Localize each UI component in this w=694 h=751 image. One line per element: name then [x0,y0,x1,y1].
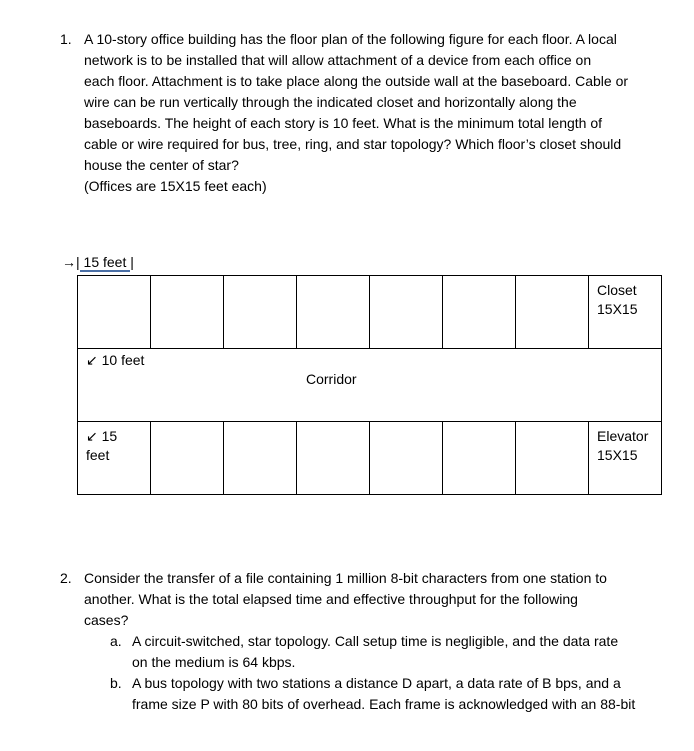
scale-arrow: →| [62,254,80,270]
scale-label: 15 feet [79,254,131,270]
closet-label: Closet 15X15 [597,282,638,317]
question-1-line: A 10-story office building has the floor plan of the following figure for each floor. A local [84,31,617,47]
question-1-text [84,29,628,197]
question-1-line: house the center of star? [84,157,239,173]
scale-end: | [130,254,134,270]
office-depth-label: ↙ 15 feet [86,428,118,463]
office-cell [224,422,297,495]
question-2-number: 2. [60,570,72,586]
item-b-marker: b. [110,675,122,691]
office-cell [297,422,370,495]
office-cell [78,422,151,495]
question-1-number: 1. [60,31,72,47]
office-cell [151,422,224,495]
item-a-marker: a. [110,633,122,649]
corridor-width-label: ↙ 10 feet [86,352,145,368]
corridor-label: Corridor [306,371,357,387]
item-b-text [132,673,635,715]
office-cell [78,276,151,349]
question-1-line: each floor. Attachment is to take place along the outside wall at the baseboard. Cable or [84,73,629,89]
floor-plan [77,275,662,495]
item-a-line: A circuit-switched, star topology. Call setup time is negligible, and the data rate [132,633,619,649]
office-cell [297,276,370,349]
question-1-line: cable or wire required for bus, tree, ring, and star topology? Which floor’s closet should [84,136,622,152]
office-row-bottom [78,422,662,495]
scale-indicator [62,253,134,271]
item-b-line: frame size P with 80 bits of overhead. Each frame is acknowledged with an 88-bit [132,696,636,712]
item-a-line: on the medium is 64 kbps. [132,654,296,670]
elevator-cell [589,422,662,495]
item-a-text [132,631,618,673]
office-cell [151,276,224,349]
office-cell [443,422,516,495]
office-cell [516,276,589,349]
item-b-line: A bus topology with two stations a distance D apart, a data rate of B bps, and a [132,675,621,691]
corridor-row [78,349,662,422]
question-2-line: Consider the transfer of a file containing 1 million 8-bit characters from one station to [84,570,607,586]
question-2-line: another. What is the total elapsed time and effective throughput for the following [84,591,578,607]
office-row-top [78,276,662,349]
question-1-line: baseboards. The height of each story is 10 feet. What is the minimum total length of [84,115,603,131]
question-2-text [84,568,607,631]
corridor [78,349,662,422]
office-cell [370,276,443,349]
question-1-line: network is to be installed that will allow attachment of a device from each office on [84,52,592,68]
office-cell [224,276,297,349]
question-1-line: (Offices are 15X15 feet each) [84,178,267,194]
question-2-line: cases? [84,612,129,628]
closet-cell [589,276,662,349]
question-1-line: wire can be run vertically through the indicated closet and horizontally along the [84,94,577,110]
office-cell [516,422,589,495]
office-cell [370,422,443,495]
elevator-label: Elevator 15X15 [597,428,649,463]
office-cell [443,276,516,349]
